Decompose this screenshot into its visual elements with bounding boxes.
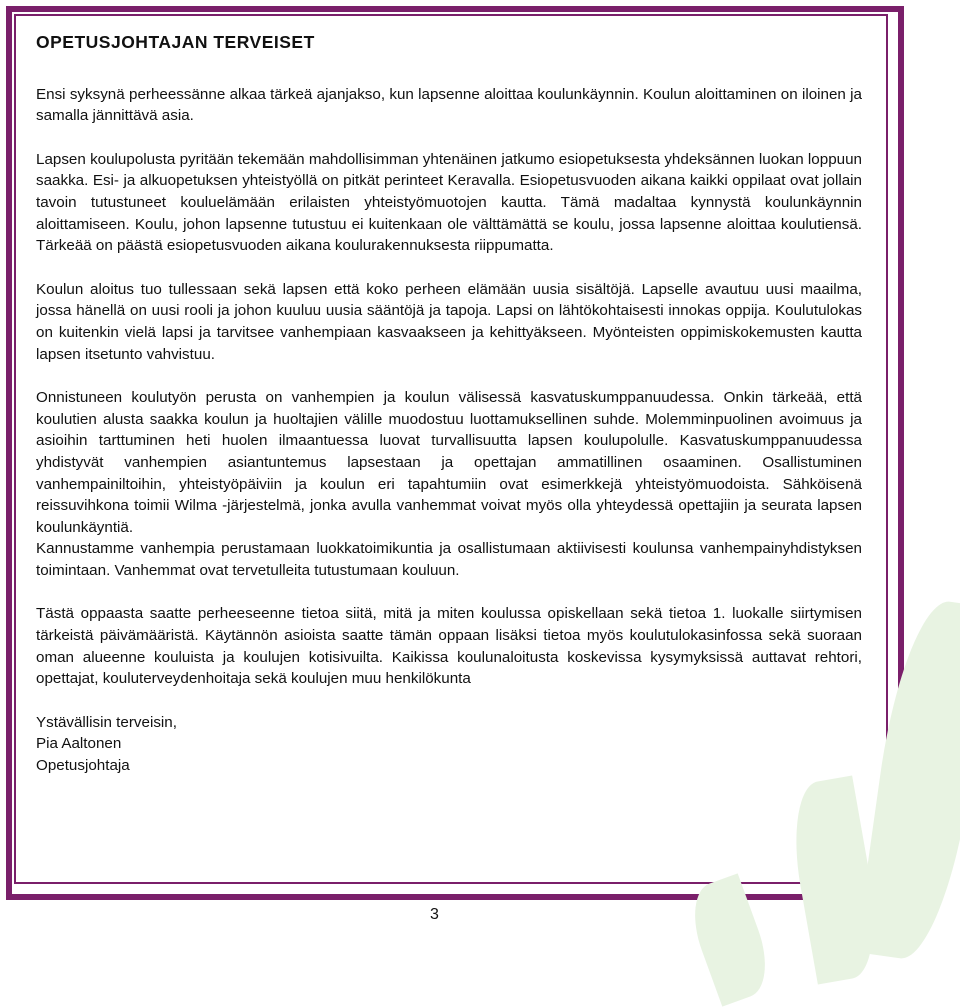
signature-name: Pia Aaltonen — [36, 735, 122, 753]
page-title: OPETUSJOHTAJAN TERVEISET — [36, 32, 315, 52]
paragraph-encouragement: Kannustamme vanhempia perustamaan luokkatoimikuntia ja osallistumaan aktiivisesti koulunsa vanhempainyhdistyksen toimintaan. Vanhemmat ovat tervetulleita tutustumaan kouluun. — [36, 540, 862, 579]
letter-content — [36, 32, 862, 777]
paragraph-guide-info: Tästä oppaasta saatte perheeseenne tietoa siitä, mitä ja miten koulussa opiskellaan sekä tietoa 1. luokalle siirtymisen tärkeistä päivämääristä. Käytännön asioista saatte tämän oppaan lisäksi tietoa myös koulutulokasinfossa sekä suoraan oman alueenne kouluista ja koulujen kotisivuilta. Kaikissa koulunaloitusta koskevissa kysymyksissä auttavat rehtori, opettajat, kouluterveydenhoitaja sekä koulujen muu henkilökunta — [36, 605, 862, 688]
paragraph-school-start: Koulun aloitus tuo tullessaan sekä lapsen että koko perheen elämään uusia sisältöjä. Lapselle avautuu uusi maailma, jossa hänellä on uusi rooli ja johon kuuluu uusia sääntöjä ja tapoja. Lapsi on lähtökohtaisesti innokas oppija. Koulutulokas on kuitenkin vielä lapsi ja tarvitsee vanhempiaan kasvaakseen ja kehittyäkseen. Myönteisten oppimiskokemusten kautta lapsen itsetunto vahvistuu. — [36, 280, 862, 363]
signature-role: Opetusjohtaja — [36, 757, 130, 775]
signature-block — [36, 712, 862, 777]
paragraph-intro: Ensi syksynä perheessänne alkaa tärkeä ajanjakso, kun lapsenne aloittaa koulunkäynnin. Koulun aloittaminen on iloinen ja samalla jännittävä asia. — [36, 85, 862, 125]
paragraph-partnership: Onnistuneen koulutyön perusta on vanhempien ja koulun välisessä kasvatuskumppanuudessa. Onkin tärkeää, että koulutien alusta saakka koulun ja huoltajien välille muodostuu luottamuksellinen suhde. Molemminpuolinen avoimuus ja asioihin tarttuminen heti huolen ilmaantuessa luovat turvallisuutta lapsen koulupolulle. Kasvatuskumppanuudessa yhdistyvät vanhempien asiantuntemus lapsestaan ja opettajan ammatillinen osaaminen. Osallistuminen vanhempainiltoihin, yhteistyöpäiviin ja koulun eri tapahtumiin ovat esimerkkejä yhteistyömuodoista. Sähköisenä reissuvihkona toimii Wilma -järjestelmä, jonka avulla vanhemmat voivat myös olla yhteydessä opettajiin ja seurata lapsen koulunkäyntiä. — [36, 389, 862, 536]
signature-greeting: Ystävällisin terveisin, — [36, 713, 177, 731]
paragraph-school-path: Lapsen koulupolusta pyritään tekemään mahdollisimman yhtenäinen jatkumo esiopetuksesta yhdeksännen luokan loppuun saakka. Esi- ja alkuopetuksen yhteistyöllä on pitkät perinteet Keravalla. Esiopetusvuoden aikana kaikki oppilaat ovat jollain tavoin tutustuneet kouluelämään erilaisten yhteistyömuotojen kautta. Tämä madaltaa kynnystä koulunkäynnin aloittamiseen. Koulu, johon lapsenne tutustuu ei kuitenkaan ole välttämättä se koulu, jossa lapsenne aloittaa koulutiensä. Tärkeää on päästä esiopetusvuoden aikana koulurakennuksesta riippumatta. — [36, 150, 862, 255]
page-number: 3 — [430, 906, 439, 923]
